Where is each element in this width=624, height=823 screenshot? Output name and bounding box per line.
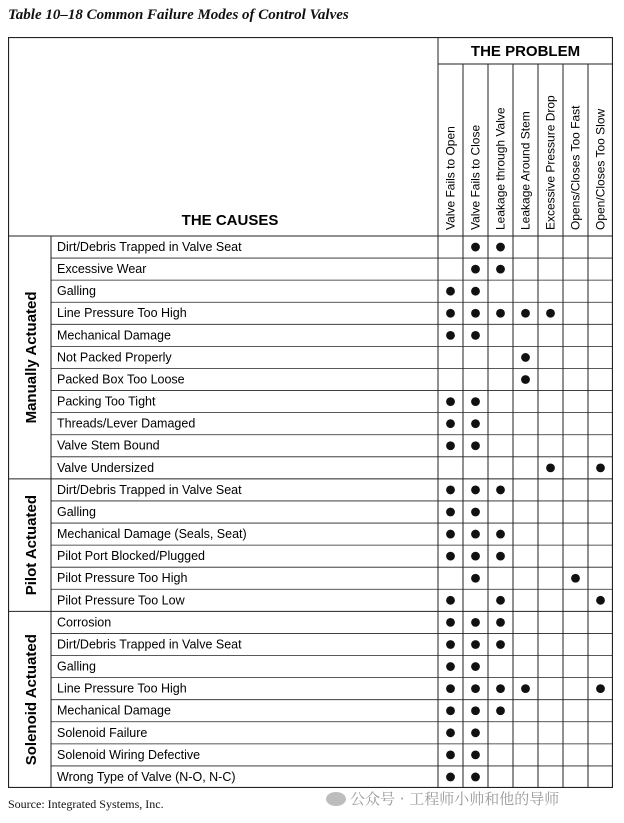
failure-dot bbox=[471, 309, 480, 318]
failure-dot bbox=[446, 309, 455, 318]
cause-label: Galling bbox=[57, 284, 96, 299]
failure-dot bbox=[596, 596, 605, 605]
cause-label: Line Pressure Too High bbox=[57, 681, 187, 696]
failure-dot bbox=[446, 486, 455, 495]
cause-label: Packing Too Tight bbox=[57, 394, 156, 409]
failure-dot bbox=[471, 397, 480, 406]
failure-dot bbox=[521, 353, 530, 362]
problem-label: Open/Closes Too Slow bbox=[593, 108, 608, 230]
cause-label: Pilot Pressure Too High bbox=[57, 571, 188, 586]
problem-label: Excessive Pressure Drop bbox=[543, 95, 558, 230]
failure-dot bbox=[496, 265, 505, 274]
source-note: Source: Integrated Systems, Inc. bbox=[8, 797, 164, 811]
group-label: Solenoid Actuated bbox=[23, 634, 40, 766]
cause-label: Mechanical Damage (Seals, Seat) bbox=[57, 527, 247, 542]
failure-dot bbox=[471, 750, 480, 759]
cause-label: Wrong Type of Valve (N-O, N-C) bbox=[57, 769, 236, 784]
cause-label: Line Pressure Too High bbox=[57, 306, 187, 321]
cause-label: Solenoid Failure bbox=[57, 725, 148, 740]
failure-dot bbox=[446, 419, 455, 428]
cause-label: Dirt/Debris Trapped in Valve Seat bbox=[57, 482, 242, 497]
failure-dot bbox=[446, 728, 455, 737]
failure-dot bbox=[446, 287, 455, 296]
problem-label: Valve Fails to Open bbox=[443, 126, 458, 230]
failure-dot bbox=[546, 463, 555, 472]
cause-label: Corrosion bbox=[57, 615, 112, 630]
cause-label: Pilot Pressure Too Low bbox=[57, 593, 185, 608]
failure-modes-table bbox=[8, 37, 613, 788]
failure-dot bbox=[496, 640, 505, 649]
table-caption: Table 10–18 Common Failure Modes of Control Valves bbox=[8, 7, 349, 23]
failure-dot bbox=[496, 243, 505, 252]
failure-dot bbox=[571, 574, 580, 583]
failure-dot bbox=[446, 397, 455, 406]
failure-dot bbox=[446, 706, 455, 715]
failure-dot bbox=[496, 706, 505, 715]
cause-label: Solenoid Wiring Defective bbox=[57, 747, 201, 762]
problem-heading: THE PROBLEM bbox=[470, 43, 581, 60]
failure-dot bbox=[521, 309, 530, 318]
failure-dot bbox=[521, 684, 530, 693]
failure-dot bbox=[496, 552, 505, 561]
failure-dot bbox=[496, 684, 505, 693]
failure-dot bbox=[471, 287, 480, 296]
failure-dot bbox=[446, 508, 455, 517]
cause-label: Galling bbox=[57, 659, 96, 674]
problem-label: Valve Fails to Close bbox=[468, 124, 483, 230]
failure-dot bbox=[471, 574, 480, 583]
cause-label: Mechanical Damage bbox=[57, 328, 171, 343]
failure-dot bbox=[471, 662, 480, 671]
problem-label: Leakage Around Stem bbox=[518, 111, 533, 230]
failure-dot bbox=[471, 486, 480, 495]
failure-dot bbox=[471, 530, 480, 539]
failure-dot bbox=[471, 508, 480, 517]
failure-dot bbox=[446, 618, 455, 627]
failure-dot bbox=[471, 552, 480, 561]
failure-dot bbox=[471, 419, 480, 428]
problem-label: Opens/Closes Too Fast bbox=[568, 105, 583, 230]
failure-dot bbox=[496, 618, 505, 627]
failure-dot bbox=[596, 463, 605, 472]
failure-dot bbox=[446, 331, 455, 340]
cause-label: Threads/Lever Damaged bbox=[57, 416, 196, 431]
failure-dot bbox=[471, 243, 480, 252]
failure-dot bbox=[546, 309, 555, 318]
failure-dot bbox=[471, 331, 480, 340]
failure-dot bbox=[596, 684, 605, 693]
failure-dot bbox=[446, 640, 455, 649]
failure-dot bbox=[446, 750, 455, 759]
failure-dot bbox=[496, 530, 505, 539]
watermark bbox=[326, 788, 559, 809]
cause-label: Dirt/Debris Trapped in Valve Seat bbox=[57, 637, 242, 652]
failure-dot bbox=[446, 773, 455, 782]
group-label: Pilot Actuated bbox=[23, 494, 40, 596]
failure-dot bbox=[496, 596, 505, 605]
failure-dot bbox=[471, 773, 480, 782]
failure-dot bbox=[446, 530, 455, 539]
cause-label: Packed Box Too Loose bbox=[57, 372, 185, 387]
cause-label: Valve Stem Bound bbox=[57, 438, 160, 453]
failure-dot bbox=[446, 552, 455, 561]
cause-label: Valve Undersized bbox=[57, 460, 155, 475]
failure-dot bbox=[471, 728, 480, 737]
watermark-text: 公众号 · 工程师小帅和他的导师 bbox=[350, 790, 560, 808]
causes-heading: THE CAUSES bbox=[181, 212, 279, 229]
group-label: Manually Actuated bbox=[23, 291, 40, 424]
failure-dot bbox=[496, 486, 505, 495]
failure-dot bbox=[471, 640, 480, 649]
failure-dot bbox=[446, 684, 455, 693]
cause-label: Excessive Wear bbox=[57, 262, 147, 277]
failure-dot bbox=[521, 375, 530, 384]
failure-dot bbox=[496, 309, 505, 318]
failure-dot bbox=[471, 618, 480, 627]
cause-label: Pilot Port Blocked/Plugged bbox=[57, 549, 206, 564]
cause-label: Dirt/Debris Trapped in Valve Seat bbox=[57, 240, 242, 254]
cause-label: Mechanical Damage bbox=[57, 703, 171, 718]
failure-dot bbox=[471, 684, 480, 693]
failure-dot bbox=[446, 662, 455, 671]
failure-dot bbox=[446, 596, 455, 605]
failure-dot bbox=[446, 441, 455, 450]
failure-dot bbox=[471, 265, 480, 274]
wechat-icon bbox=[326, 792, 346, 806]
problem-label: Leakage through Valve bbox=[493, 107, 508, 230]
failure-dot bbox=[471, 441, 480, 450]
cause-label: Galling bbox=[57, 504, 96, 519]
cause-label: Not Packed Properly bbox=[57, 350, 172, 365]
failure-dot bbox=[471, 706, 480, 715]
